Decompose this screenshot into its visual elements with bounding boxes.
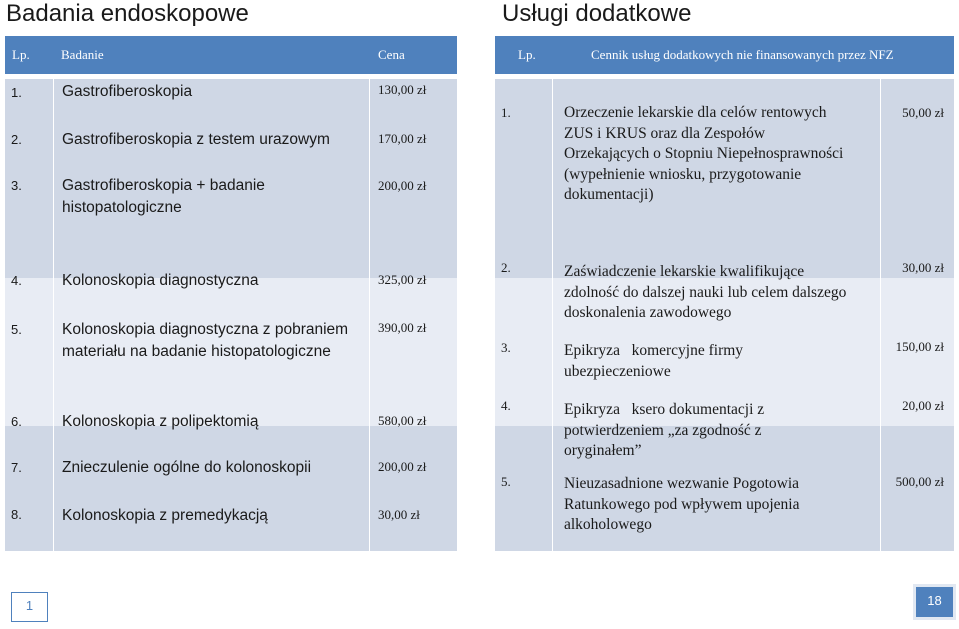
header-lp: Lp. — [518, 47, 536, 62]
row-number: 7. — [11, 460, 22, 475]
header-cennik: Cennik usług dodatkowych nie finansowanych przez NFZ — [591, 47, 894, 62]
service-description: Nieuzasadnione wezwanie Pogotowia Ratunkowego pod wpływem upojenia alkoholowego — [564, 475, 800, 533]
header-badanie: Badanie — [61, 47, 104, 62]
column-divider — [552, 74, 553, 551]
service-description: Zaświadczenie lekarskie kwalifikujące zdolność do dalszej nauki lub celem dalszego doskonalenia zawodowego — [564, 263, 847, 321]
column-divider — [880, 74, 881, 551]
service-name: Kolonoskopia diagnostyczna — [62, 272, 259, 289]
service-price: 200,00 zł — [378, 178, 427, 193]
page-number-right-label: 18 — [927, 593, 942, 608]
service-name: Kolonoskopia z premedykacją — [62, 507, 268, 524]
service-price: 200,00 zł — [378, 459, 427, 474]
row-number: 1. — [501, 105, 511, 120]
row-number: 6. — [11, 414, 22, 429]
row-number: 5. — [501, 474, 511, 489]
page-number-left — [11, 592, 48, 622]
row-number: 1. — [11, 85, 22, 100]
service-name: Gastrofiberoskopia + badanie histopatologiczne — [62, 177, 265, 216]
service-name: Znieczulenie ogólne do kolonoskopii — [62, 459, 312, 476]
page-number-right — [916, 587, 953, 617]
service-price: 130,00 zł — [378, 82, 427, 97]
table-header — [495, 36, 954, 74]
right-title: Usługi dodatkowe — [502, 0, 692, 27]
service-price: 500,00 zł — [895, 474, 944, 489]
service-description: Epikryza komercyjne firmy ubezpieczeniowe — [564, 342, 747, 380]
service-name: Gastrofiberoskopia z testem urazowym — [62, 131, 330, 148]
service-price: 30,00 zł — [378, 507, 420, 522]
service-description: Epikryza ksero dokumentacji z potwierdzeniem „za zgodność z oryginałem” — [564, 401, 769, 459]
endoscopy-table — [5, 36, 457, 551]
row-number: 3. — [11, 178, 22, 193]
service-price: 50,00 zł — [902, 105, 944, 120]
service-price: 170,00 zł — [378, 131, 427, 146]
service-price: 325,00 zł — [378, 272, 427, 287]
header-lp: Lp. — [12, 47, 30, 62]
table-header — [5, 36, 457, 74]
service-description: Orzeczenie lekarskie dla celów rentowych ZUS i KRUS oraz dla Zespołów Orzekających o Stopniu Niepełnosprawności (wypełnienie wniosku, przygotowanie dokumentacji) — [564, 104, 844, 203]
additional-services-table — [495, 36, 954, 551]
service-name: Kolonoskopia diagnostyczna z pobraniem materiału na badanie histopatologiczne — [62, 321, 349, 360]
service-price: 580,00 zł — [378, 413, 427, 428]
row-number: 8. — [11, 507, 22, 522]
row-number: 2. — [11, 132, 22, 147]
row-number: 3. — [501, 340, 511, 355]
page-number-left-label: 1 — [25, 598, 34, 613]
row-number: 4. — [501, 398, 511, 413]
row-band — [5, 426, 457, 551]
service-price: 390,00 zł — [378, 320, 427, 335]
header-cena: Cena — [378, 47, 405, 62]
service-name: Kolonoskopia z polipektomią — [62, 413, 259, 430]
service-name: Gastrofiberoskopia — [62, 83, 193, 100]
column-divider — [369, 74, 370, 551]
column-divider — [53, 74, 54, 551]
service-price: 30,00 zł — [902, 260, 944, 275]
service-price: 20,00 zł — [902, 398, 944, 413]
service-price: 150,00 zł — [895, 339, 944, 354]
row-number: 5. — [11, 322, 22, 337]
row-number: 2. — [501, 260, 511, 275]
row-number: 4. — [11, 273, 22, 288]
left-title: Badania endoskopowe — [6, 0, 249, 27]
